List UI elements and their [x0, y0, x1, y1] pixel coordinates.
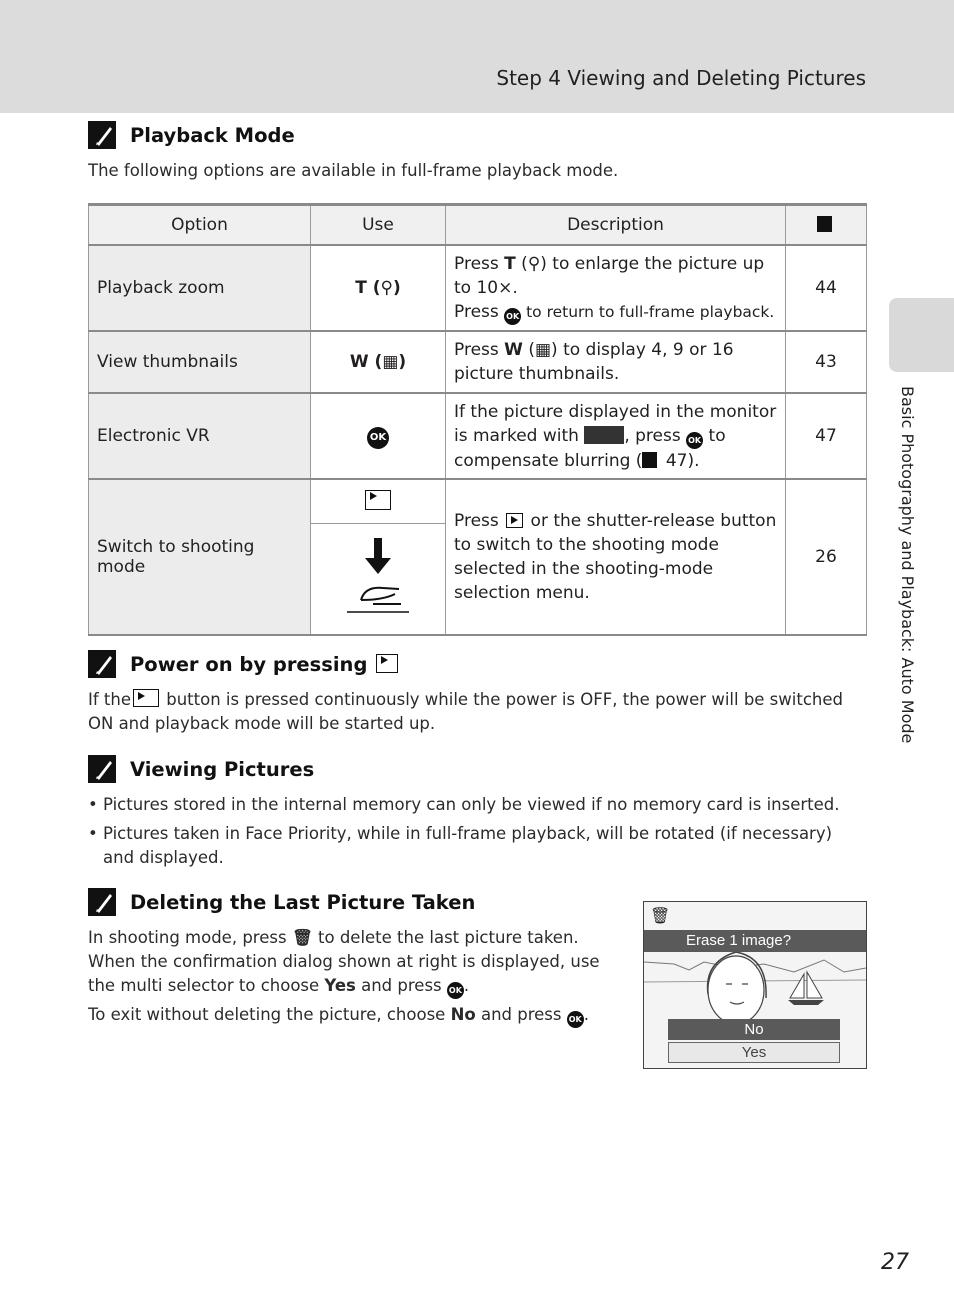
- description-cell: [446, 479, 786, 635]
- table-header-row: [89, 205, 867, 246]
- use-cell: T (⚲): [311, 245, 446, 331]
- page-header-title: Step 4 Viewing and Deleting Pictures: [496, 66, 866, 90]
- zoom-w-button-label: W: [504, 340, 523, 360]
- note-pencil-icon: [88, 755, 116, 783]
- playback-button-icon: [365, 490, 391, 510]
- bullet-list: [88, 793, 867, 870]
- header-band: [0, 0, 954, 113]
- desc-text: , press: [624, 425, 687, 446]
- desc-text: or the shutter-release button to switch to the shooting mode selected in the shooting-mode selection menu.: [454, 511, 777, 603]
- section-body: [88, 926, 603, 999]
- dialog-title-bar: [644, 930, 866, 952]
- desc-text: Press: [454, 253, 505, 274]
- desc-text: ) to enlarge the picture up to 10×.: [454, 253, 765, 298]
- desc-text: (: [522, 340, 535, 360]
- body-text: In shooting mode, press: [88, 928, 292, 947]
- ok-button-icon: OK: [504, 308, 521, 325]
- body-text: and press: [355, 976, 447, 995]
- note-pencil-icon: [88, 650, 116, 678]
- use-cell: [311, 479, 446, 523]
- body-text: .: [463, 976, 470, 995]
- section-body: [88, 1003, 603, 1028]
- body-text: button is pressed continuously while the power is OFF, the power will be switched ON and playback mode will be started up.: [88, 690, 843, 733]
- body-text: No: [450, 1005, 476, 1024]
- ok-button-icon: OK: [567, 1011, 584, 1028]
- zoom-t-button-label: T: [355, 278, 367, 298]
- desc-text: If the picture displayed in the monitor is marked with: [454, 401, 777, 446]
- desc-text: Press: [454, 301, 505, 322]
- ok-button-icon: OK: [686, 432, 703, 449]
- magnify-icon: ⚲: [380, 278, 393, 298]
- trash-icon: 🗑: [291, 928, 313, 947]
- table-row: [89, 479, 867, 523]
- page-ref-cell: 43: [786, 331, 867, 393]
- desc-text: 47).: [660, 450, 700, 471]
- use-cell: [311, 523, 446, 635]
- desc-text: (: [515, 253, 528, 274]
- body-text: To exit without deleting the picture, choose: [88, 1005, 451, 1024]
- desc-text: ) to display 4, 9 or 16 picture thumbnails.: [454, 340, 734, 384]
- section-title: [130, 653, 400, 676]
- book-reference-icon: [817, 216, 832, 232]
- page-ref-cell: 26: [786, 479, 867, 635]
- body-text: and press: [475, 1005, 567, 1024]
- use-cell: [311, 393, 446, 479]
- use-cell: W (▦): [311, 331, 446, 393]
- page-number: 27: [881, 1250, 909, 1275]
- table-row: [89, 393, 867, 479]
- playback-button-icon: [133, 689, 159, 707]
- dialog-option-yes: Yes: [668, 1042, 840, 1063]
- playback-mode-section: [88, 121, 867, 183]
- zoom-t-button-label: T: [504, 253, 516, 274]
- ok-button-icon: OK: [367, 427, 389, 449]
- option-cell: View thumbnails: [89, 331, 311, 393]
- playback-button-icon: [376, 654, 398, 673]
- side-tab-text: Basic Photography and Playback: Auto Mode: [898, 386, 917, 744]
- ok-button-icon: OK: [447, 982, 464, 999]
- section-body: [88, 688, 867, 736]
- magnify-icon: ⚲: [527, 253, 541, 274]
- erase-dialog-screen: [643, 901, 867, 1069]
- viewing-pictures-section: [88, 755, 867, 875]
- option-cell: Switch to shooting mode: [89, 479, 311, 635]
- thumbnail-icon: ▦: [534, 340, 552, 360]
- dialog-option-no: No: [668, 1019, 840, 1040]
- desc-text: Press: [454, 511, 505, 531]
- section-title: Deleting the Last Picture Taken: [130, 890, 476, 914]
- header-description: Description: [446, 205, 786, 246]
- playback-options-table: [88, 203, 867, 636]
- description-cell: [446, 331, 786, 393]
- header-reference: [786, 205, 867, 246]
- vr-mark-icon: [584, 426, 624, 444]
- shutter-press-icon: [343, 534, 413, 618]
- desc-text: to compensate blurring (: [454, 425, 726, 471]
- desc-text: to return to full-frame playback.: [521, 302, 775, 321]
- trash-icon: 🗑: [650, 906, 671, 925]
- body-text: Yes: [324, 976, 356, 995]
- table-row: [89, 245, 867, 331]
- note-pencil-icon: [88, 121, 116, 149]
- table-row: [89, 331, 867, 393]
- body-text: to delete the last picture taken. When the confirmation dialog shown at right is displayed, use the multi selector to choose: [88, 928, 600, 995]
- header-use: Use: [311, 205, 446, 246]
- option-cell: Playback zoom: [89, 245, 311, 331]
- side-tab-marker: [889, 298, 954, 372]
- note-pencil-icon: [88, 888, 116, 916]
- header-option: Option: [89, 205, 311, 246]
- playback-button-icon: [506, 513, 523, 528]
- page-ref-cell: 47: [786, 393, 867, 479]
- deleting-section: [88, 888, 603, 1028]
- page-ref-cell: 44: [786, 245, 867, 331]
- book-reference-icon: [642, 452, 657, 468]
- list-item: • Pictures stored in the internal memory can only be viewed if no memory card is inserted.: [88, 793, 867, 817]
- section-title-text: Power on by pressing: [130, 652, 368, 676]
- list-item: • Pictures taken in Face Priority, while in full-frame playback, will be rotated (if necessary) and displayed.: [88, 822, 867, 870]
- section-intro: The following options are available in full-frame playback mode.: [88, 161, 619, 180]
- dialog-title: Erase 1 image?: [686, 932, 792, 949]
- thumbnail-icon: ▦: [382, 352, 399, 372]
- zoom-w-button-label: W: [349, 352, 369, 372]
- power-on-section: [88, 650, 867, 736]
- body-text: If the: [88, 690, 131, 709]
- description-cell: [446, 393, 786, 479]
- section-title: Viewing Pictures: [130, 757, 315, 781]
- option-cell: Electronic VR: [89, 393, 311, 479]
- description-cell: [446, 245, 786, 331]
- desc-text: Press: [454, 340, 505, 360]
- section-title: Playback Mode: [130, 123, 295, 147]
- body-text: .: [583, 1005, 589, 1024]
